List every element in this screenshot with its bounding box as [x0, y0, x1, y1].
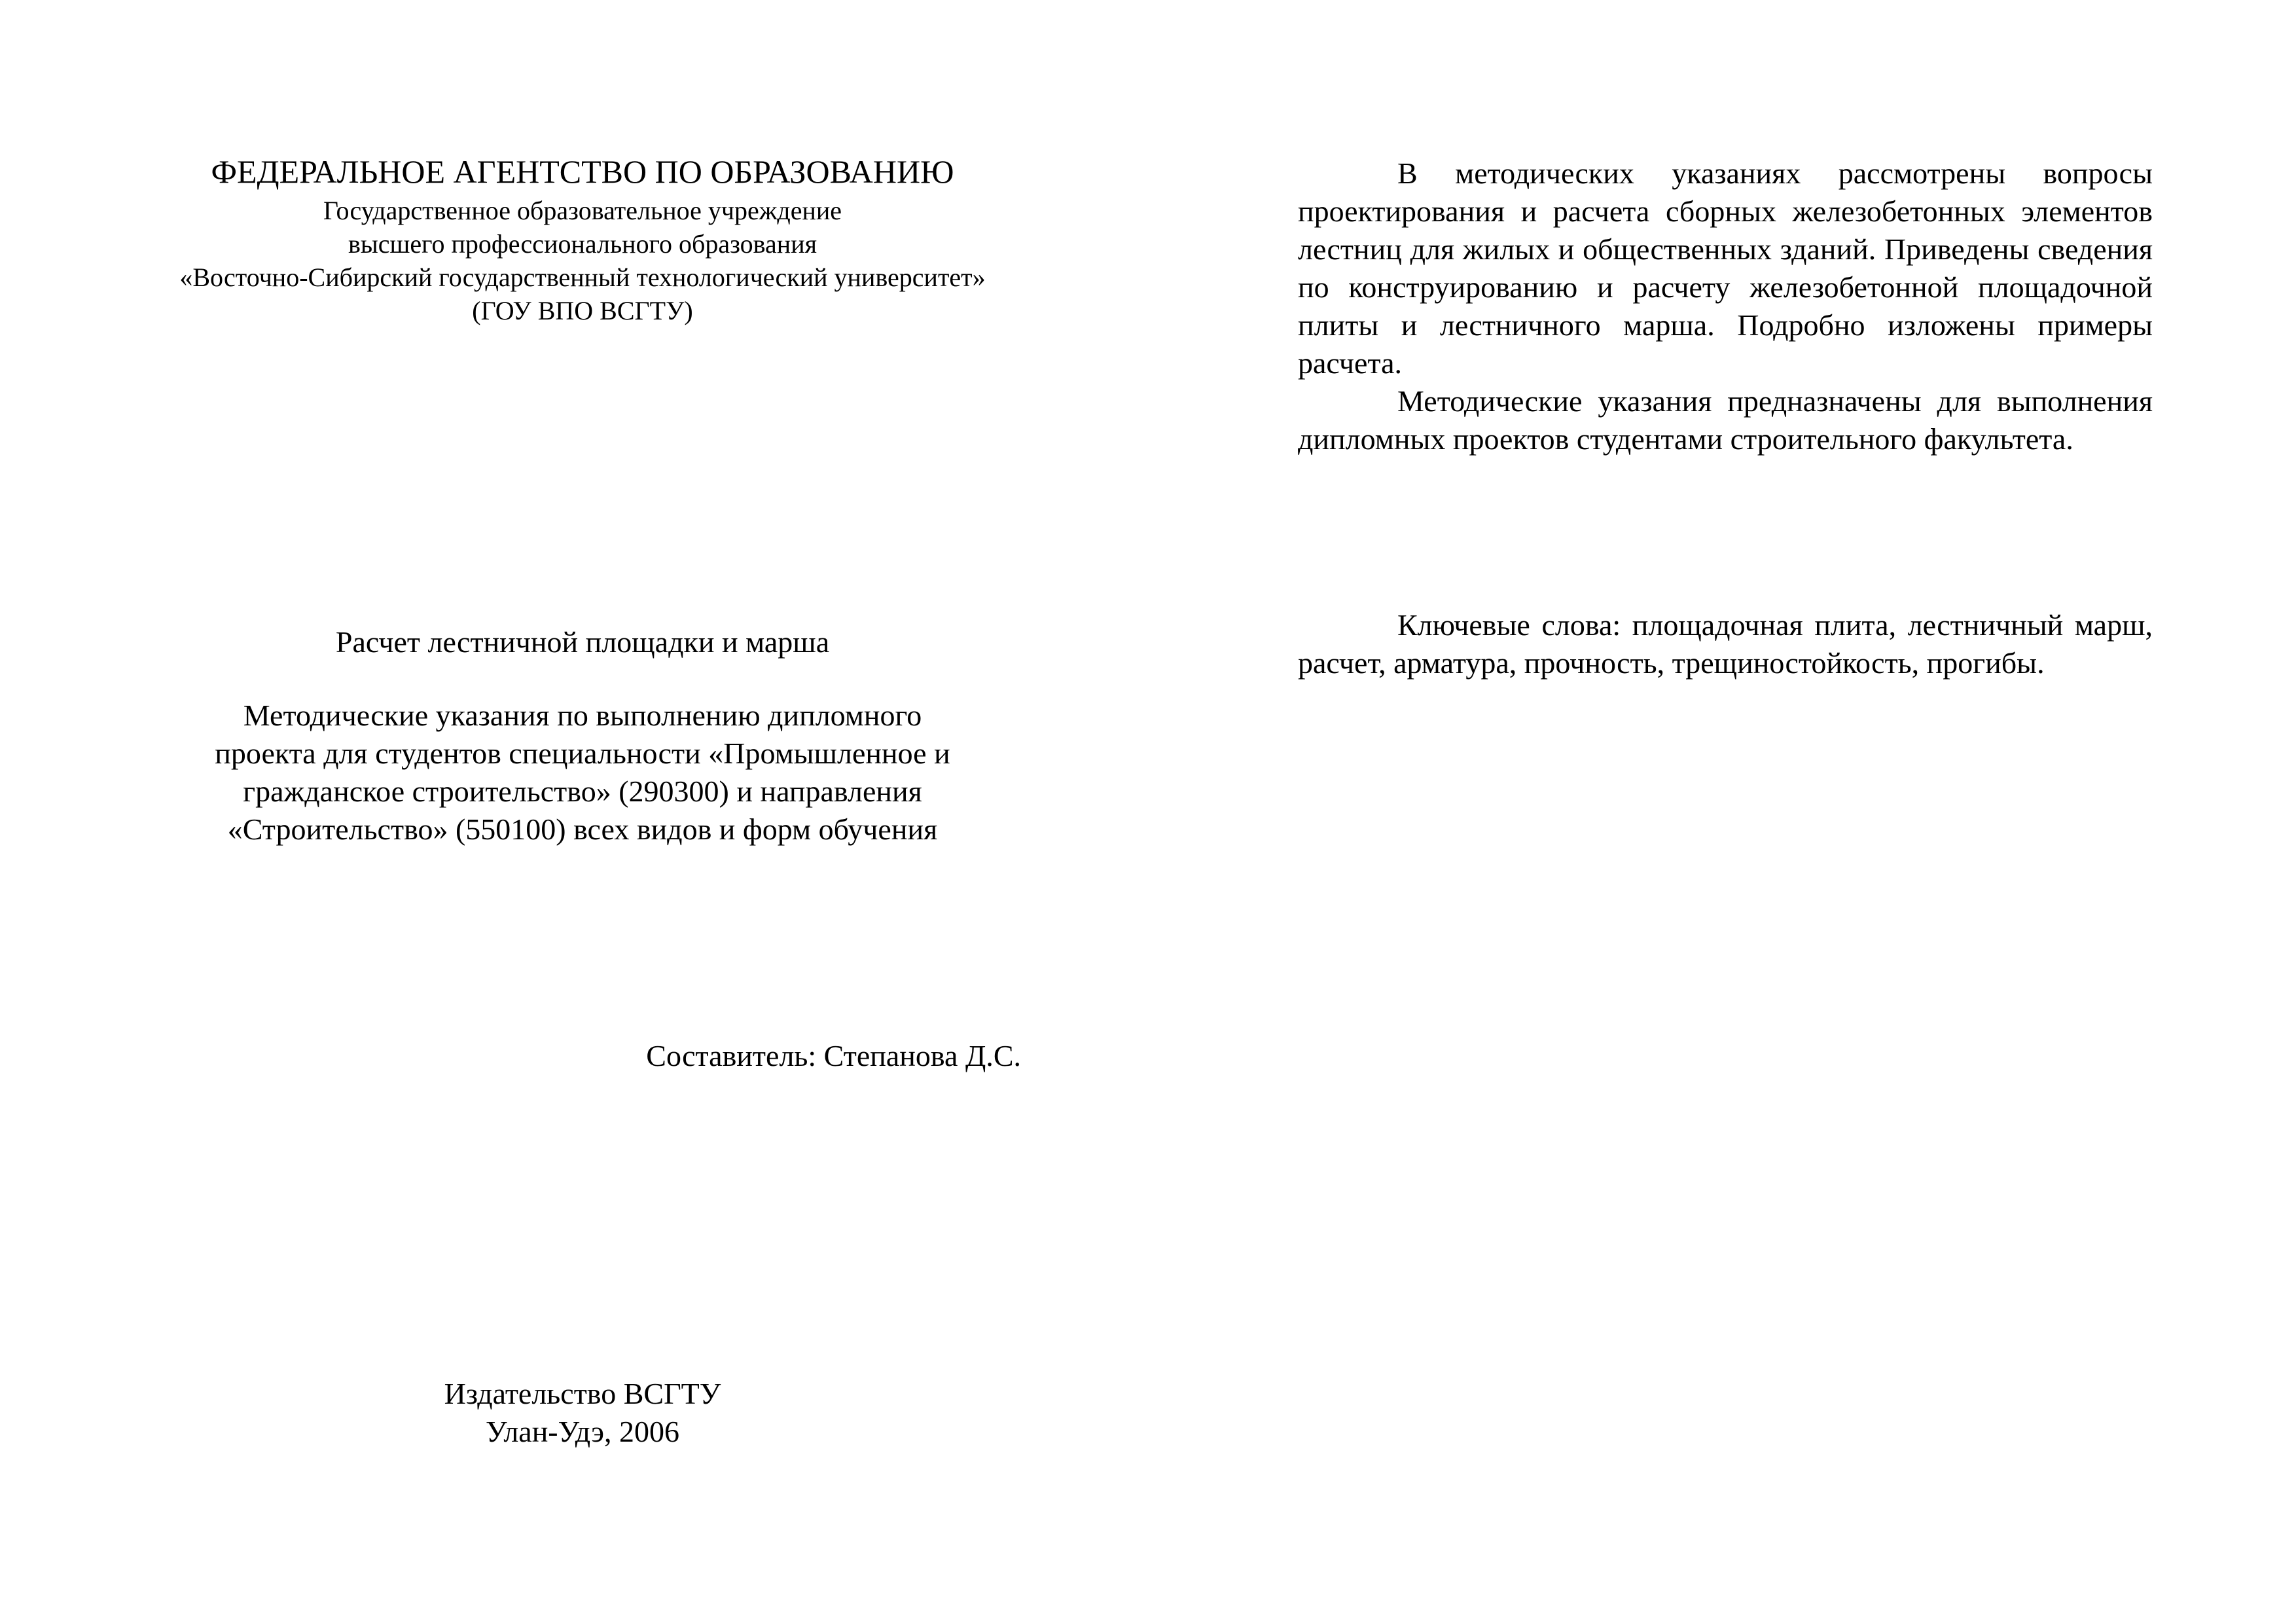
document-title: Расчет лестничной площадки и марша — [335, 625, 830, 659]
institution-line: (ГОУ ВПО ВСГТУ) — [472, 296, 693, 325]
agency-heading: ФЕДЕРАЛЬНОЕ АГЕНТСТВО ПО ОБРАЗОВАНИЮ — [211, 153, 954, 190]
publisher-block — [367, 1375, 798, 1451]
keywords-block — [1298, 606, 2153, 682]
institution-line: высшего профессионального образования — [348, 229, 817, 259]
institution-line: Государственное образовательное учреждение — [323, 196, 842, 225]
keywords-paragraph: Ключевые слова: площадочная плита, лестничный марш, расчет, арматура, прочность, трещиностойкость, прогибы. — [1298, 608, 2153, 680]
subtitle-line: гражданское строительство» (290300) и направления — [243, 775, 922, 808]
institution-block — [157, 194, 1008, 327]
annotation-text — [1298, 155, 2153, 458]
institution-line: «Восточно-Сибирский государственный технологический университет» — [179, 263, 986, 292]
subtitle-line: Методические указания по выполнению дипломного — [243, 699, 922, 732]
subtitle-line: «Строительство» (550100) всех видов и форм обучения — [227, 812, 938, 846]
compiler-credit: Составитель: Степанова Д.С. — [646, 1039, 1021, 1072]
subtitle-line: проекта для студентов специальности «Промышленное и — [215, 737, 950, 770]
annotation-paragraph: Методические указания предназначены для выполнения дипломных проектов студентами строительного факультета. — [1298, 384, 2153, 456]
annotation-page — [1148, 0, 2296, 1623]
document-subtitle — [170, 697, 995, 848]
annotation-paragraph: В методических указаниях рассмотрены вопросы проектирования и расчета сборных железобетонных элементов лестниц для жилых и общественных зданий. Приведены сведения по конструированию и расчету железобетонной площадочной плиты и лестничного марша. Подробно изложены примеры расчета. — [1298, 156, 2153, 380]
publication-city-year: Улан-Удэ, 2006 — [485, 1415, 680, 1448]
publisher-name: Издательство ВСГТУ — [444, 1377, 721, 1410]
